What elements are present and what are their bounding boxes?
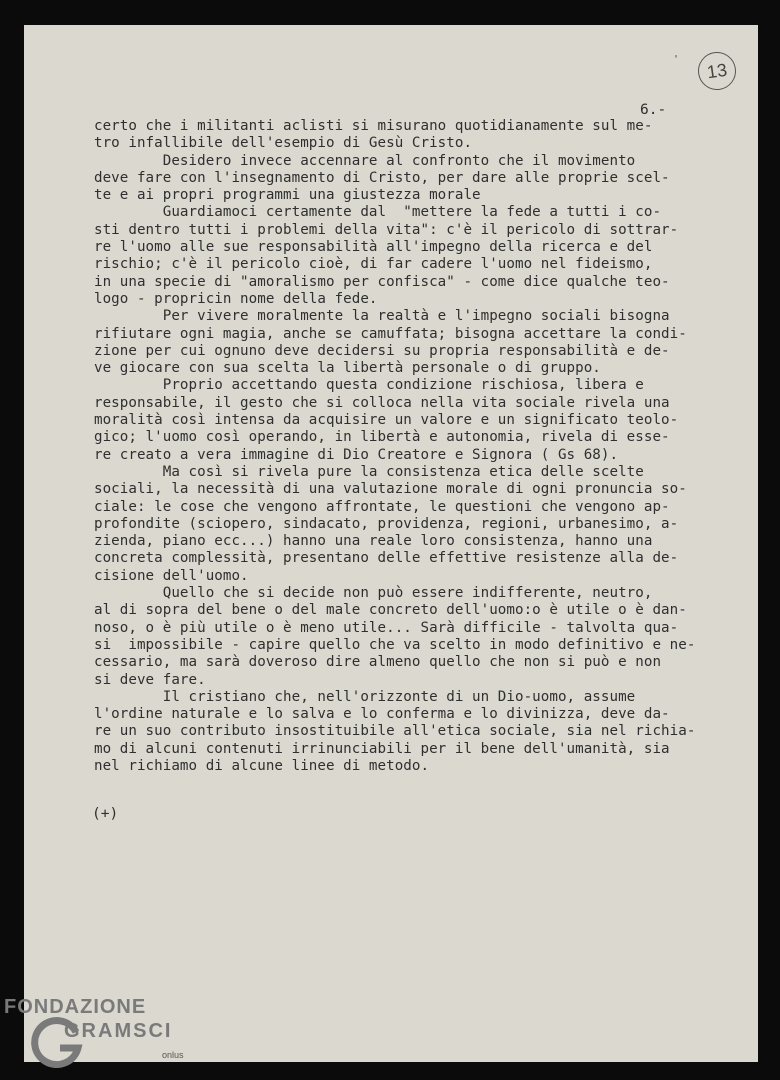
text-line: sti dentro tutti i problemi della vita": c'è il pericolo di sottrar- <box>94 221 679 238</box>
text-line: l'ordine naturale e lo salva e lo conferma e lo divinizza, deve da- <box>94 706 670 723</box>
text-line: Proprio accettando questa condizione rischiosa, libera e <box>94 377 644 394</box>
text-line: mo di alcuni contenuti irrinunciabili per il bene dell'umanità, sia <box>94 740 670 757</box>
text-line: gico; l'uomo così operando, in libertà e autonomia, rivela di esse- <box>94 429 670 446</box>
text-line: zienda, piano ecc...) hanno una reale loro consistenza, hanno una <box>94 533 653 550</box>
folio-stamp: 13 <box>696 50 739 93</box>
text-line: te e ai propri programmi una giustezza morale <box>94 187 481 204</box>
text-line: noso, o è più utile o è meno utile... Sarà difficile - talvolta qua- <box>94 619 679 636</box>
text-line: Desidero invece accennare al confronto che il movimento <box>94 152 636 169</box>
text-line: rifiutare ogni magia, anche se camuffata; bisogna accettare la condi- <box>94 325 687 342</box>
text-line: Guardiamoci certamente dal "mettere la fede a tutti i co- <box>94 204 662 221</box>
text-line: re l'uomo alle sue responsabilità all'impegno della ricerca e del <box>94 239 653 256</box>
text-line: tro infallibile dell'esempio di Gesù Cristo. <box>94 135 473 152</box>
text-line: logo - propricin nome della fede. <box>94 290 378 307</box>
body-text <box>94 118 734 775</box>
text-line: cessario, ma sarà doveroso dire almeno quello che non si può e non <box>94 654 662 671</box>
text-line: re un suo contributo insostituibile all'etica sociale, sia nel richia- <box>94 723 696 740</box>
text-line: al di sopra del bene o del male concreto dell'uomo:o è utile o è dan- <box>94 602 687 619</box>
text-line: Il cristiano che, nell'orizzonte di un Dio-uomo, assume <box>94 688 636 705</box>
text-line: ciale: le cose che vengono affrontate, le questioni che vengono ap- <box>94 498 670 515</box>
text-line: zione per cui ognuno deve decidersi su propria responsabilità e de- <box>94 342 670 359</box>
folio-tick: ' <box>673 54 680 65</box>
page-number: 6.- <box>640 102 667 118</box>
watermark-line1: FONDAZIONE <box>4 996 147 1018</box>
text-line: deve fare con l'insegnamento di Cristo, per dare alle proprie scel- <box>94 169 670 186</box>
fondazione-gramsci-watermark <box>4 994 204 1074</box>
text-line: sociali, la necessità di una valutazione morale di ogni pronuncia so- <box>94 481 687 498</box>
text-line: rischio; c'è il pericolo cioè, di far cadere l'uomo nel fideismo, <box>94 256 653 273</box>
text-line: re creato a vera immagine di Dio Creatore e Signora ( Gs 68). <box>94 446 619 463</box>
text-line: responsabile, il gesto che si colloca nella vita sociale rivela una <box>94 394 670 411</box>
text-line: si deve fare. <box>94 671 206 688</box>
text-line: in una specie di "amoralismo per confisca" - come dice qualche teo- <box>94 273 670 290</box>
watermark-line3: onlus <box>162 1050 184 1060</box>
text-line: Quello che si decide non può essere indifferente, neutro, <box>94 585 653 602</box>
text-line: ve giocare con sua scelta la libertà personale o di gruppo. <box>94 360 601 377</box>
text-line: cisione dell'uomo. <box>94 567 249 584</box>
watermark-line2: GRAMSCI <box>64 1020 173 1042</box>
text-line: Ma così si rivela pure la consistenza etica delle scelte <box>94 463 644 480</box>
text-line: si impossibile - capire quello che va scelto in modo definitivo e ne- <box>94 636 696 653</box>
text-line: concreta complessità, presentano delle effettive resistenze alla de- <box>94 550 679 567</box>
footnote-marker: (+) <box>92 806 119 822</box>
text-line: nel richiamo di alcune linee di metodo. <box>94 757 430 774</box>
text-line: Per vivere moralmente la realtà e l'impegno sociali bisogna <box>94 308 670 325</box>
text-line: moralità così intensa da acquisire un valore e un significato teolo- <box>94 412 679 429</box>
text-line: profondite (sciopero, sindacato, providenza, regioni, urbanesimo, a- <box>94 515 679 532</box>
text-line: certo che i militanti aclisti si misurano quotidianamente sul me- <box>94 118 653 134</box>
